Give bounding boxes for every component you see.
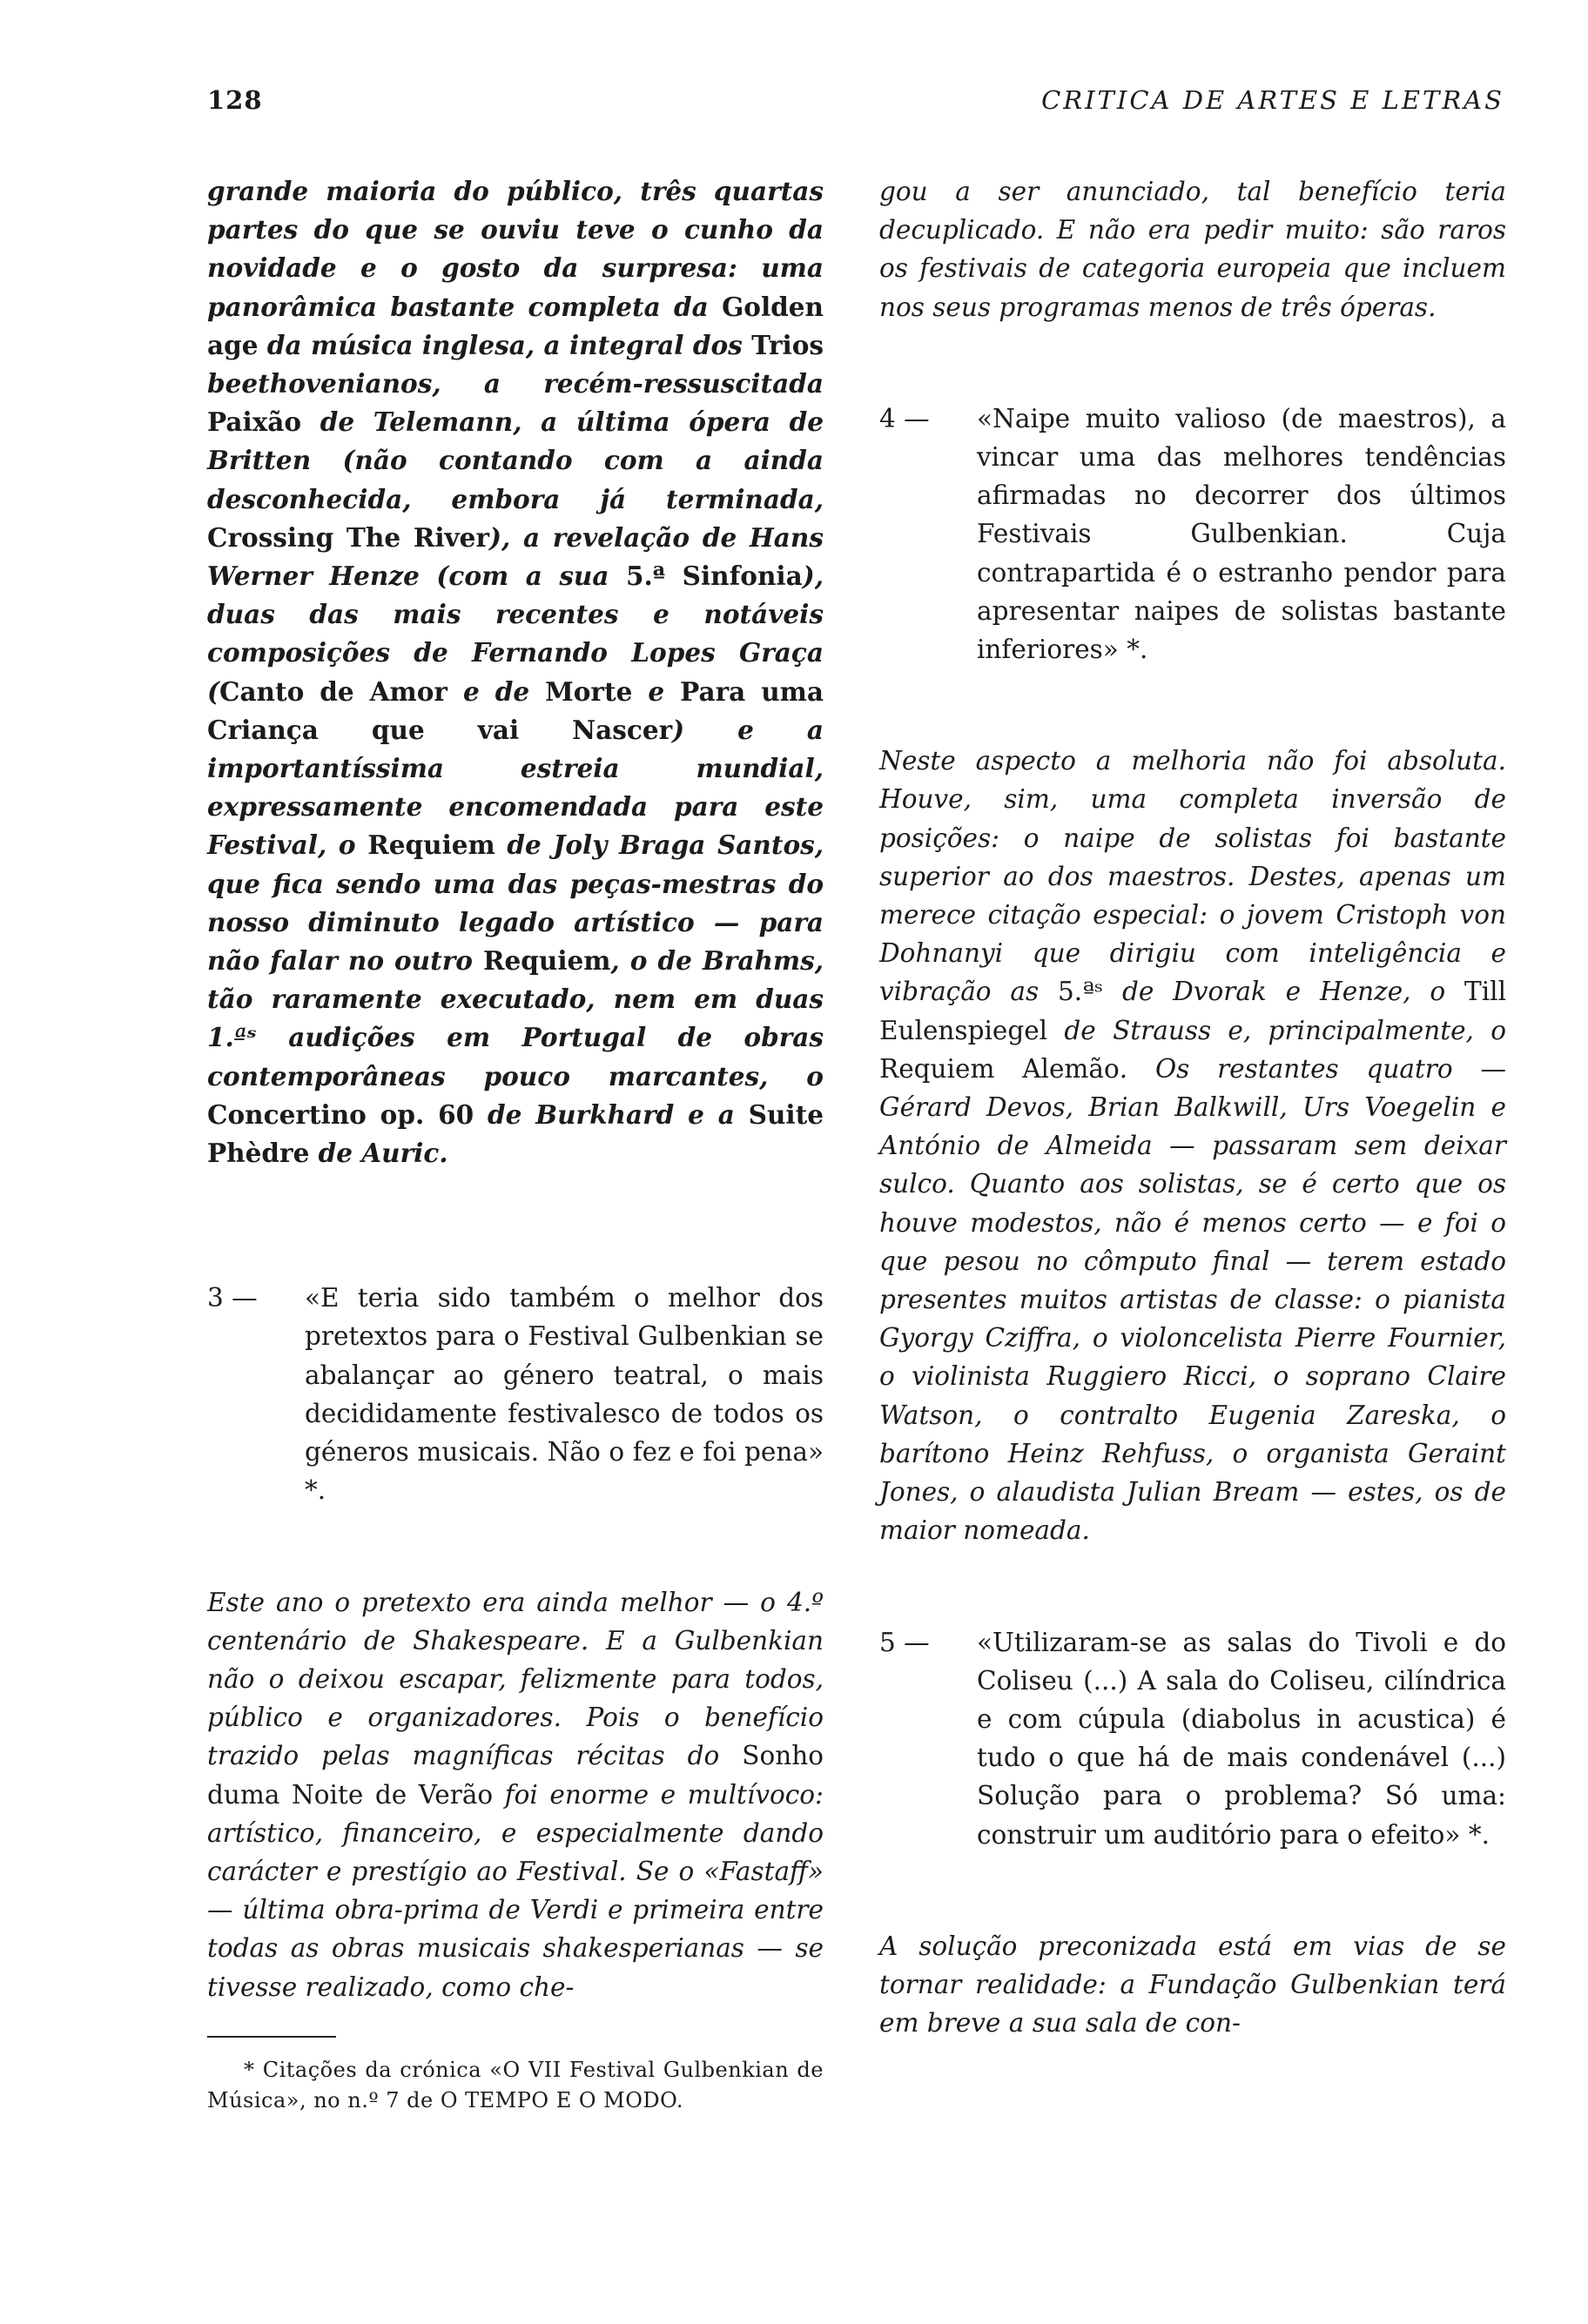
running-title: CRITICA DE ARTES E LETRAS (1041, 85, 1504, 115)
paragraph (207, 172, 824, 1172)
paragraph (879, 172, 1506, 326)
roman-text: Crossing The River (207, 521, 489, 553)
roman-text: Para uma Criança que vai Nascer (207, 675, 824, 745)
italic-text: ), a revelação de Hans Werner Henze (com a sua (207, 521, 824, 592)
roman-text: Trios (751, 329, 824, 360)
italic-text: Este ano o pretexto era ainda melhor — o 4.º centenário de Shakespeare. E a Gulbenkian não o deixou escapar, felizmente para todos, público e organizadores. Pois o benefício trazido pelas magníficas récitas do (207, 1587, 824, 1771)
running-head (207, 85, 1504, 120)
roman-text: Concertino op. 60 (207, 1098, 474, 1130)
italic-text: beethovenianos, a recém-ressuscitada (207, 368, 824, 400)
roman-text: Requiem Alemão (879, 1053, 1120, 1084)
italic-text: de Joly Braga Santos, que fica sendo uma das peças-mestras do nosso diminuto legado artístico — para não falar no outro (207, 830, 824, 977)
italic-text: ), duas das mais recentes e notáveis composições de Fernando Lopes Graça ( (207, 561, 824, 707)
italic-text: foi enorme e multívoco: artístico, financeiro, e especialmente dando carácter e prestígio ao Festival. Se o «Fastaff» — última obra-prima de Verdi e primeira entre todas as obras musicais shakesperianas — se tivesse realizado, como che- (207, 1779, 824, 2002)
paragraph (207, 1583, 824, 2006)
italic-text: e (632, 675, 681, 707)
italic-text: de Burkhard e a (474, 1098, 749, 1130)
roman-text: Sonho duma Noite de Verão (207, 1741, 824, 1810)
roman-text: Paixão (207, 406, 302, 438)
quotation-text: «Utilizaram-se as salas do Tivoli e do Coliseu (...) A sala do Coliseu, cilíndrica e com cúpula (diabolus in acustica) é tudo o que há de mais condenável (...) Solução para o problema? Só uma: construir um auditório para o efeito» *. (977, 1627, 1506, 1850)
quotation-text: «Naipe muito valioso (de maestros), a vincar uma das melhores tendências afirmadas no decorrer dos últimos Festivais Gulbenkian. Cuja contrapartida é o estranho pendor para apresentar naipes de solistas bastante inferiores» *. (977, 403, 1506, 665)
roman-text: Requiem (482, 945, 611, 977)
quotation-number: 3 — (207, 1283, 258, 1313)
right-column (879, 172, 1506, 2042)
left-column (207, 172, 824, 2116)
footnote: * Citações da crónica «O VII Festival Gulbenkian de Música», no n.º 7 de O TEMPO E O MODO. (207, 2057, 824, 2112)
italic-text: gou a ser anunciado, tal benefício teria decuplicado. E não era pedir muito: são raros os festivais de categoria europeia que incluem nos seus programas menos de três óperas. (879, 177, 1506, 322)
italic-text: de Strauss e, principalmente, o (1047, 1015, 1506, 1045)
italic-text: e de (447, 675, 546, 707)
quotation-5 (879, 1623, 1506, 1854)
roman-text: Canto de Amor (219, 675, 447, 707)
italic-text: ) e a importantíssima estreia mundial, expressamente encomendada para este Festival, o (207, 714, 824, 861)
italic-text: de Dvorak e Henze, o (1103, 977, 1465, 1007)
quotation-text: «E teria sido também o melhor dos pretextos para o Festival Gulbenkian se abalançar ao género teatral, o mais decididamente festivalesco de todos os géneros musicais. Não o fez e foi pena» *. (305, 1283, 824, 1506)
paragraph (879, 742, 1506, 1549)
italic-text: da música inglesa, a integral dos (258, 329, 752, 360)
roman-text: Requiem (367, 830, 495, 861)
roman-text: Golden age (207, 291, 824, 360)
italic-text: Neste aspecto a melhoria não foi absoluta. Houve, sim, uma completa inversão de posições: o naipe de solistas foi bastante superior ao dos maestros. Destes, apenas um merece citação especial: o jovem Cristoph von Dohnanyi que dirigiu com inteligência e vibração as (879, 746, 1506, 1007)
italic-text: . Os restantes quatro — Gérard Devos, Brian Balkwill, Urs Voegelin e António de Almeida — passaram sem deixar sulco. Quanto aos solistas, se é certo que os houve modestos, não é menos certo — e foi o que pesou no cômputo final — terem estado presentes muitos artistas de classe: o pianista Gyorgy Cziffra, o violoncelista Pierre Fournier, o violinista Ruggiero Ricci, o soprano Claire Watson, o contralto Eugenia Zareska, o barítono Heinz Rehfuss, o organista Geraint Jones, o alaudista Julian Bream — estes, os de maior nomeada. (879, 1053, 1506, 1546)
roman-text: Morte (545, 675, 633, 707)
quotation-number: 5 — (879, 1627, 930, 1657)
italic-text: de Telemann, a última ópera de Britten (não contando com a ainda desconhecida, embora já terminada, (207, 406, 824, 514)
roman-text: Suite Phèdre (207, 1098, 824, 1169)
quotation-3 (207, 1279, 824, 1509)
paragraph (879, 1927, 1506, 2043)
page-number: 128 (207, 85, 263, 115)
italic-text: de Auric. (309, 1138, 448, 1169)
roman-text: 5.ªˢ (1058, 977, 1104, 1007)
quotation-4 (879, 400, 1506, 668)
italic-text: grande maioria do público, três quartas partes do que se ouviu teve o cunho da novidade e o gosto da surpresa: uma panorâmica bastante completa da (207, 176, 824, 322)
roman-text: 5.ª Sinfonia (626, 561, 803, 592)
footnote-divider (207, 2036, 336, 2038)
italic-text: A solução preconizada está em vias de se tornar realidade: a Fundação Gulbenkian terá em breve a sua sala de con- (879, 1931, 1506, 2039)
roman-text: Till Eulenspiegel (879, 977, 1507, 1045)
italic-text: , o de Brahms, tão raramente executado, nem em duas 1.ªˢ audições em Portugal de obras contemporâneas pouco marcantes, o (207, 945, 824, 1091)
quotation-number: 4 — (879, 403, 930, 433)
